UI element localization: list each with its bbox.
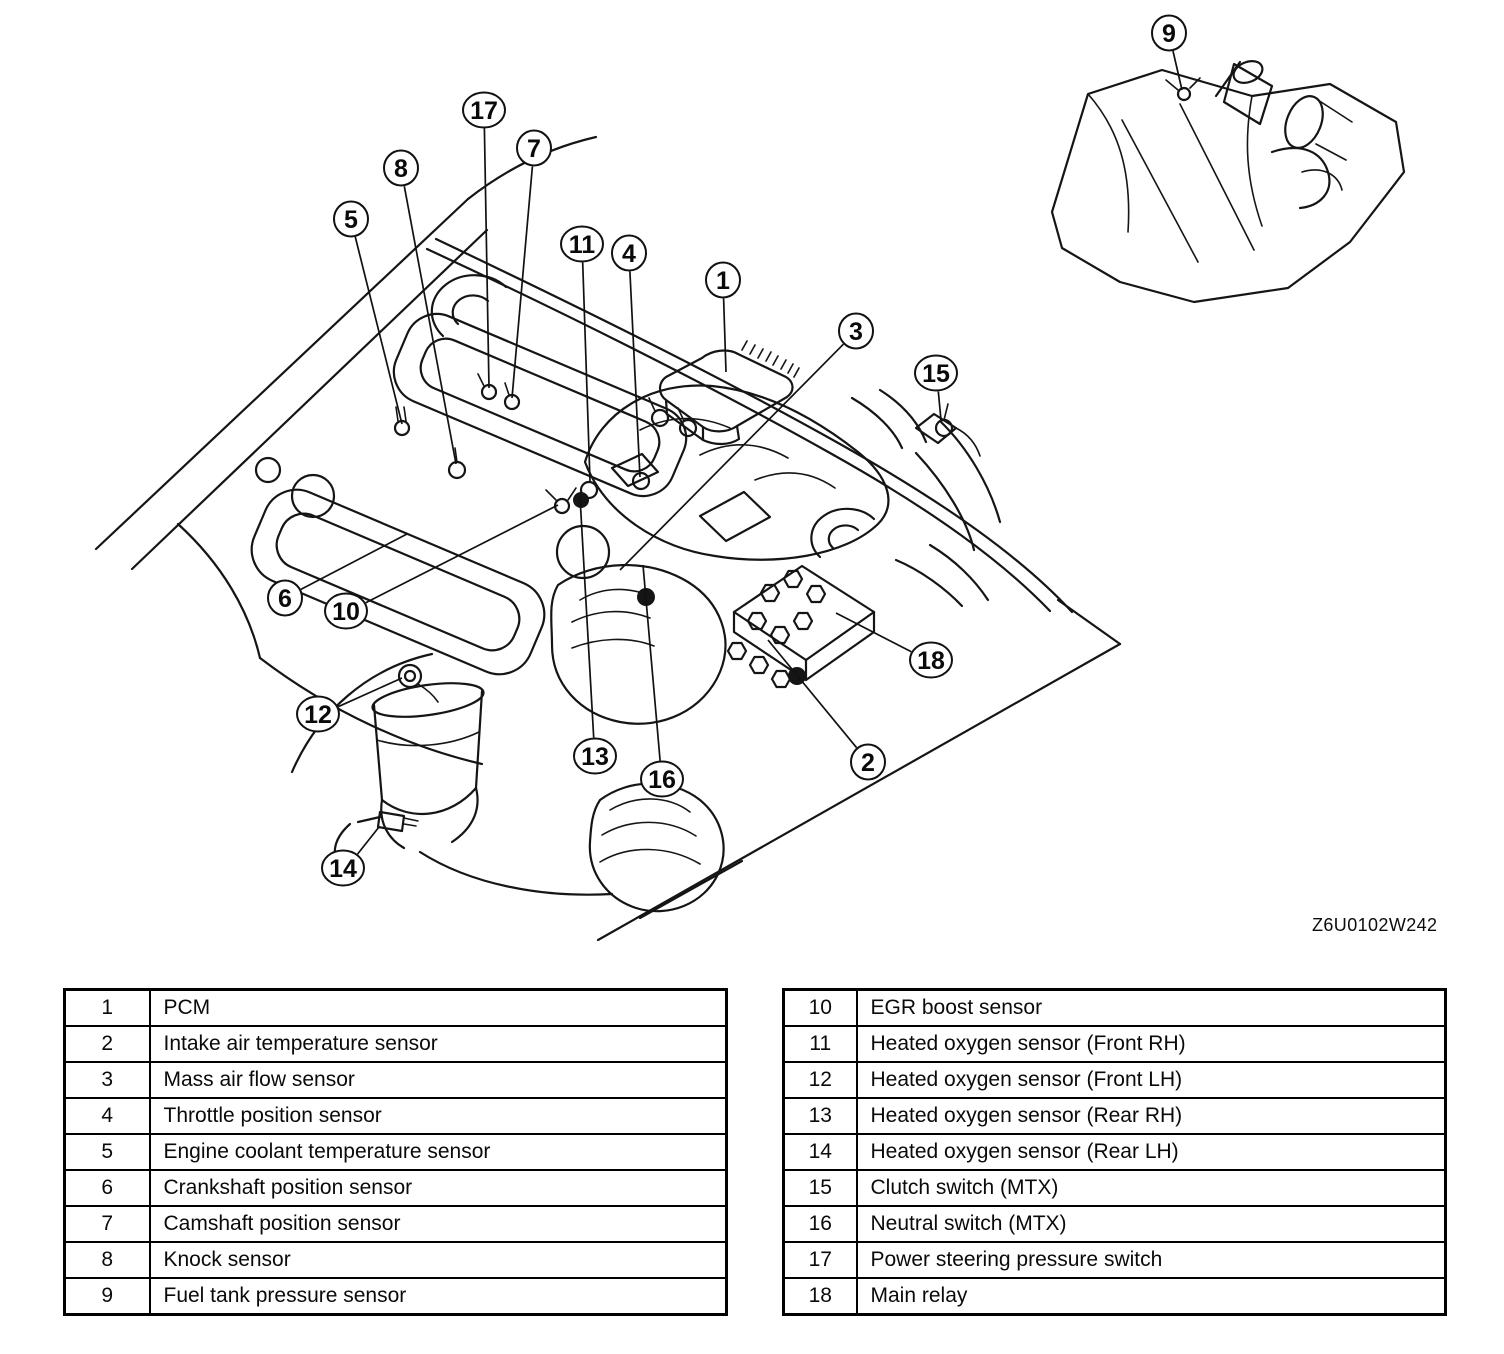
table-row (784, 1062, 1446, 1098)
callout-11 (561, 227, 603, 482)
row-number: 4 (65, 1098, 150, 1134)
row-label: Clutch switch (MTX) (857, 1170, 1446, 1206)
callout-5 (334, 202, 402, 425)
table-row (784, 1134, 1446, 1170)
callout-4 (612, 236, 646, 478)
callout-number-6: 6 (278, 585, 292, 613)
callout-leader-17 (484, 129, 489, 389)
row-label: Heated oxygen sensor (Rear RH) (857, 1098, 1446, 1134)
callouts-layer (268, 16, 1186, 886)
row-label: EGR boost sensor (857, 990, 1446, 1027)
callout-number-8: 8 (394, 155, 408, 183)
table-row (65, 1206, 727, 1242)
callout-leader-5 (355, 237, 402, 424)
callout-number-4: 4 (622, 240, 636, 268)
callout-9 (1152, 16, 1186, 91)
callout-leader-14 (358, 827, 380, 854)
legend-table-1-9 (63, 988, 728, 1316)
callout-number-15: 15 (922, 360, 950, 388)
row-number: 1 (65, 990, 150, 1027)
callout-leader-3 (620, 344, 843, 570)
callout-number-11: 11 (568, 231, 596, 259)
callout-number-17: 17 (470, 97, 498, 125)
row-label: Heated oxygen sensor (Rear LH) (857, 1134, 1446, 1170)
row-number: 8 (65, 1242, 150, 1278)
legend-table-10-18 (782, 988, 1447, 1316)
row-number: 13 (784, 1098, 857, 1134)
table-row (65, 1098, 727, 1134)
table-row (65, 1062, 727, 1098)
callout-number-2: 2 (861, 749, 875, 777)
callout-1 (706, 263, 740, 373)
row-label: Throttle position sensor (150, 1098, 727, 1134)
callout-number-3: 3 (849, 318, 863, 346)
row-label: Fuel tank pressure sensor (150, 1278, 727, 1315)
row-label: Camshaft position sensor (150, 1206, 727, 1242)
callout-number-13: 13 (581, 743, 609, 771)
row-label: Engine coolant temperature sensor (150, 1134, 727, 1170)
callout-number-7: 7 (527, 135, 541, 163)
callout-12 (297, 678, 402, 732)
callout-number-5: 5 (344, 206, 358, 234)
row-label: Mass air flow sensor (150, 1062, 727, 1098)
row-label: Main relay (857, 1278, 1446, 1315)
callout-number-12: 12 (304, 701, 332, 729)
row-label: Heated oxygen sensor (Front RH) (857, 1026, 1446, 1062)
callout-leader-7 (512, 166, 532, 398)
row-number: 3 (65, 1062, 150, 1098)
row-number: 9 (65, 1278, 150, 1315)
table-row (784, 1098, 1446, 1134)
callout-number-10: 10 (332, 598, 360, 626)
callout-number-18: 18 (917, 647, 945, 675)
callout-leader-4 (630, 272, 640, 478)
table-row (784, 1278, 1446, 1315)
row-label: Power steering pressure switch (857, 1242, 1446, 1278)
table-row (784, 1242, 1446, 1278)
table-row (65, 1242, 727, 1278)
table-row (65, 1134, 727, 1170)
row-number: 11 (784, 1026, 857, 1062)
table-row (784, 1026, 1446, 1062)
callout-10 (325, 505, 558, 629)
table-row (784, 1206, 1446, 1242)
callout-number-16: 16 (648, 766, 676, 794)
callout-2 (768, 640, 885, 780)
callout-leader-6 (301, 534, 407, 589)
row-label: Neutral switch (MTX) (857, 1206, 1446, 1242)
row-label: PCM (150, 990, 727, 1027)
callout-17 (463, 93, 505, 389)
row-number: 17 (784, 1242, 857, 1278)
callout-13 (574, 497, 616, 774)
callout-leader-11 (583, 263, 590, 482)
callout-number-14: 14 (329, 855, 357, 883)
callout-number-1: 1 (716, 267, 730, 295)
row-label: Heated oxygen sensor (Front LH) (857, 1062, 1446, 1098)
table-row (65, 1170, 727, 1206)
row-number: 7 (65, 1206, 150, 1242)
row-label: Knock sensor (150, 1242, 727, 1278)
callout-leader-10 (366, 505, 558, 603)
table-row (65, 990, 727, 1027)
row-number: 14 (784, 1134, 857, 1170)
table-row (784, 1170, 1446, 1206)
figure-code: Z6U0102W242 (1312, 915, 1438, 935)
callout-number-9: 9 (1162, 20, 1176, 48)
row-number: 2 (65, 1026, 150, 1062)
row-label: Crankshaft position sensor (150, 1170, 727, 1206)
row-number: 15 (784, 1170, 857, 1206)
callout-8 (384, 151, 456, 465)
row-number: 5 (65, 1134, 150, 1170)
table-row (65, 1026, 727, 1062)
callout-leader-9 (1173, 51, 1182, 90)
callout-leader-1 (724, 299, 726, 373)
row-number: 6 (65, 1170, 150, 1206)
table-row (784, 990, 1446, 1027)
engine-bay-art (96, 57, 1404, 940)
callout-15 (915, 356, 957, 421)
callout-14 (322, 827, 379, 886)
table-row (65, 1278, 727, 1315)
row-number: 12 (784, 1062, 857, 1098)
row-number: 18 (784, 1278, 857, 1315)
row-number: 10 (784, 990, 857, 1027)
row-label: Intake air temperature sensor (150, 1026, 727, 1062)
row-number: 16 (784, 1206, 857, 1242)
